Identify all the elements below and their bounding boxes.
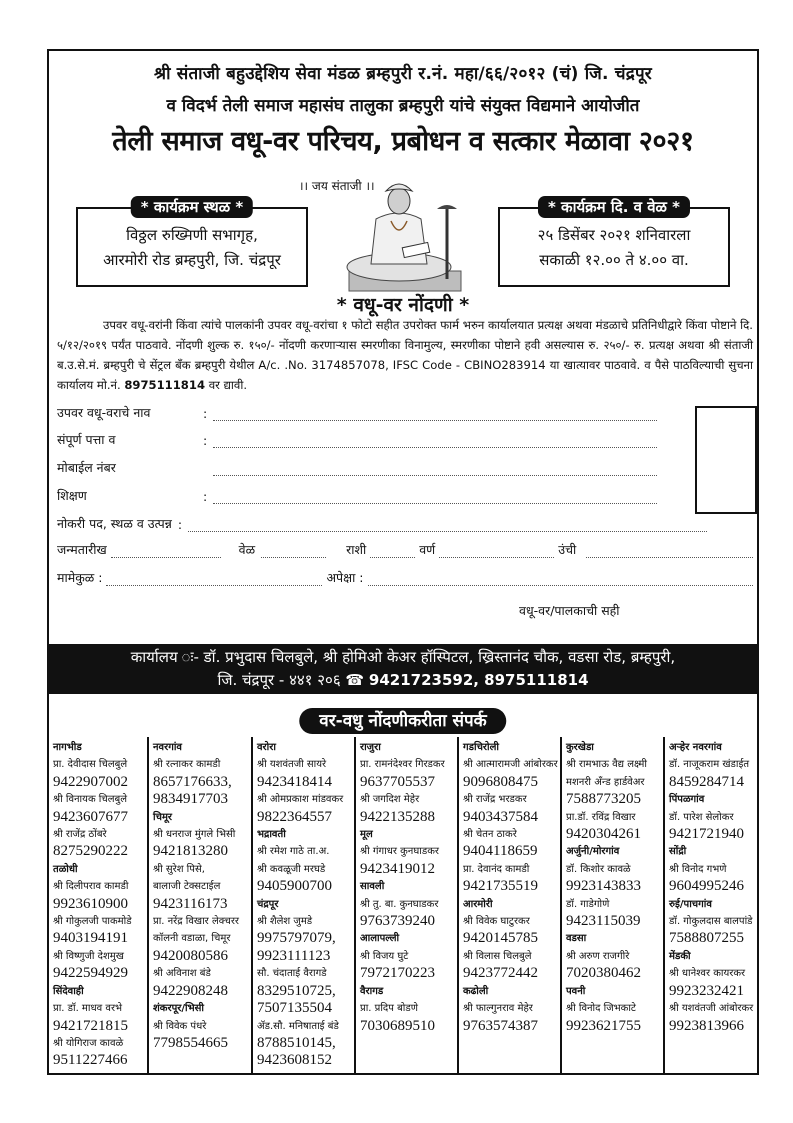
field-apeksha-input[interactable] [368, 575, 753, 586]
contact-name: श्री राजेंद्र ठोंबरे [53, 829, 107, 841]
venue-line-1: विठ्ठल रुख्मिणी सभागृह, [126, 226, 258, 244]
contact-phone: 9923813966 [669, 1017, 744, 1034]
contacts-column [253, 737, 356, 1075]
field-label-mobile: मोबाईल नंबर [57, 460, 116, 475]
field-label-time: वेळ [238, 542, 256, 557]
contact-phone: 9096808475 [463, 773, 538, 790]
contact-place: पवनी [566, 985, 586, 997]
contact-phone: 9421721940 [669, 826, 744, 843]
signature-label: वधू-वर/पालकाची सही [519, 603, 620, 618]
contact-name: श्री गंगाधर कुनघाडकर [360, 846, 439, 858]
contact-name: श्री विवेक घाटुरकर [463, 916, 530, 928]
contact-name: श्री विनोद जिभकाटे [566, 1003, 636, 1015]
contact-place: कढोली [463, 985, 489, 997]
contact-name: डॉ. गोकुलदास बालपांडे [669, 916, 753, 928]
contact-name: श्री आत्मारामजी आंबोरकर [463, 759, 558, 771]
contact-name: बालाजी टेक्सटाईल [153, 881, 221, 893]
contact-name: श्री विष्णुजी देशमुख [53, 950, 124, 962]
contact-name: कॉलनी वडाळा, चिमूर [153, 933, 231, 945]
contact-place: वैरागड [360, 985, 384, 997]
contact-phone: 7972170223 [360, 965, 435, 982]
contact-name: डॉ. किशोर कावळे [566, 863, 631, 875]
form-row-address: संपूर्ण पत्ता व : [57, 431, 657, 448]
field-label-mamekul: मामेकुळ : [57, 570, 103, 585]
contact-phone: 9403437584 [463, 808, 538, 825]
contact-place: वडसा [566, 933, 587, 945]
contact-name: श्री गोकुलजी पाकमोडे [53, 916, 132, 928]
field-mobile-input[interactable] [213, 465, 657, 476]
contact-phone: 9422908248 [153, 982, 228, 999]
contact-phone: 9423419012 [360, 860, 435, 877]
contact-name: प्रा. नरेंद्र विखार लेक्चरर [153, 916, 240, 928]
contact-place: सिंदेवाही [53, 985, 84, 997]
contact-phone: 7798554665 [153, 1034, 228, 1051]
contacts-column [356, 737, 459, 1075]
contact-place: आलापल्ली [360, 933, 400, 945]
contact-phone: 9923111123 [257, 947, 331, 964]
form-row-birth-details [57, 541, 753, 558]
contact-phone: 9423115039 [566, 913, 641, 930]
contact-place: सावली [360, 881, 385, 893]
office-phones: 9421723592, 8975111814 [368, 671, 589, 689]
contact-name: श्री अविनाश बंडे [153, 968, 211, 980]
contact-phone: 9637705537 [360, 773, 435, 790]
contact-name: डॉ. नाजूकराम खंडाईत [669, 759, 750, 771]
contact-name: श्री सुरेश पिसे, [153, 863, 205, 875]
contact-phone: 9404118659 [463, 843, 538, 860]
contact-name: श्री कवळूजी मरघडे [257, 863, 326, 875]
contact-name: मशनरी अँन्ड हार्डवेअर [566, 776, 645, 788]
contact-name: श्री तु. बा. कुनघाडकर [360, 898, 439, 910]
contact-phone: 9420304261 [566, 826, 641, 843]
field-job-input[interactable] [188, 521, 707, 532]
contact-name: श्री धानेश्वर कायरकर [669, 968, 746, 980]
contact-phone: 9975797079, [257, 930, 336, 947]
contact-name: श्री राजेंद्र भरडकर [463, 794, 527, 806]
contact-phone: 9923621755 [566, 1017, 641, 1034]
contact-name: श्री धनराज मुंगले भिसी [153, 829, 236, 841]
contact-phone: 9604995246 [669, 878, 744, 895]
contact-phone: 9422135288 [360, 808, 435, 825]
contact-phone: 8275290222 [53, 843, 128, 860]
contact-name: प्रा. रामनंदेश्वर गिरडकर [360, 759, 445, 771]
contact-name: श्री विनायक चिलबुले [53, 794, 128, 806]
contact-place: अर्जुनी/मोरगांव [566, 846, 620, 858]
contact-name: श्री यशवंतजी सायरे [257, 759, 327, 771]
contact-phone: 7507135504 [257, 1000, 332, 1017]
schedule-line-2: सकाळी १२.०० ते ४.०० वा. [539, 251, 689, 269]
contact-place: भद्रावती [257, 829, 286, 841]
contact-place: मूल [360, 829, 373, 841]
contact-phone: 9421721815 [53, 1017, 128, 1034]
contact-place: मेंडकी [669, 950, 691, 962]
registration-title: * वधू-वर नोंदणी * [336, 294, 470, 316]
contact-name: श्री विवेक पंधरे [153, 1020, 207, 1032]
field-education-input[interactable] [213, 493, 657, 504]
contact-name: श्री ओमप्रकाश मांडवकर [257, 794, 344, 806]
instructions-end: वर द्यावी. [205, 378, 248, 392]
contact-name: श्री शैलेश जुमडे [257, 916, 313, 928]
contact-phone: 9420145785 [463, 930, 538, 947]
contact-name: प्रा. प्रदिप बोडणे [360, 1003, 418, 1015]
field-address-input[interactable] [213, 437, 657, 448]
contact-name: श्री रामभाऊ वैद्य लक्ष्मी [566, 759, 647, 771]
contact-place: तळोधी [53, 863, 78, 875]
contact-place: रुई/पाचगांव [669, 898, 712, 910]
contact-name: श्री रत्नाकर कामडी [153, 759, 221, 771]
contact-place: चंद्रपूर [257, 898, 279, 910]
contact-name: श्री रमेश गाठे ता.अ. [257, 846, 330, 858]
document-frame [47, 49, 759, 1075]
field-label-education: शिक्षण [57, 488, 87, 503]
venue-box [76, 198, 308, 287]
contacts-column [562, 737, 665, 1075]
field-name-input[interactable] [213, 410, 657, 421]
instructions-text: उपवर वधू-वरांनी किंवा त्यांचे पालकांनी उपवर वधू-वरांचा १ फोटो सहीत उपरोक्त फार्म भरुन कार्यालयात प्रत्यक्ष अथवा मंडळाचे प्रतिनिधीद्वारे किंवा पोष्टाने दि. ५/१२/२०१९ पर्यंत पाठवावे. नोंदणी शुल्क रु. १५०/- नोंदणी करणाऱ्यास स्मरणीका विनामुल्य, स्मरणीका पोष्टाने हवी असल्यास रु. २५०/- रु. प्रत्यक्ष अथवा श्री संताजी ब.उ.से.मं. ब्रम्हपुरी चे सेंट्रल बँक ब्रम्हपुरी येथील A/c. .No. 3174857078, IFSC Code - CBINO283914 या खात्यावर पाठवावे. व पैसे पाठविल्याची सुचना कार्यालय मो.नं. [57, 318, 753, 392]
contact-phone: 9511227466 [53, 1052, 128, 1069]
contact-name: ॲड.सौ. मनिषाताई बंडे [257, 1020, 339, 1032]
contact-phone: 8329510725, [257, 982, 336, 999]
contact-phone: 9923143833 [566, 878, 641, 895]
contact-phone: 9763739240 [360, 913, 435, 930]
contacts-heading: वर-वधु नोंदणीकरीता संपर्क [299, 708, 506, 734]
contact-phone: 9423116173 [153, 895, 228, 912]
contact-name: प्रा. देवीदास चिलबुले [53, 759, 128, 771]
field-varna-input[interactable] [439, 547, 554, 558]
contact-place: आरमोरी [463, 898, 493, 910]
contact-phone: 9822364557 [257, 808, 332, 825]
contacts-column [459, 737, 562, 1075]
contact-phone: 9422907002 [53, 773, 128, 790]
field-label-dob: जन्मतारीख [57, 542, 107, 557]
contact-name: श्री अरुण राजगीरे [566, 950, 630, 962]
form-row-education: शिक्षण : [57, 487, 657, 504]
contact-phone: 9423418414 [257, 773, 332, 790]
schedule-line-1: २५ डिसेंबर २०२१ शनिवारला [537, 226, 691, 244]
contact-phone: 7588807255 [669, 930, 744, 947]
field-label-height: उंची [558, 542, 577, 557]
contact-name: श्री जगदिश मेहेर [360, 794, 420, 806]
contact-phone: 9923610900 [53, 895, 128, 912]
contact-place: गडचिरोली [463, 742, 499, 753]
contacts-table [49, 737, 757, 1075]
blessing-text: ।। जय संताजी ।। [299, 179, 375, 193]
contact-phone: 9923232421 [669, 982, 744, 999]
contact-name: श्री विलास चिलबुले [463, 950, 532, 962]
contacts-column [149, 737, 253, 1075]
contact-phone: 9422594929 [53, 965, 128, 982]
contact-place: नागभीड [53, 742, 82, 753]
contact-name: प्रा.डॉ. रविंद्र विखार [566, 811, 636, 823]
contact-phone: 9834917703 [153, 791, 228, 808]
office-address-line-2: जि. चंद्रपूर - ४४१ २०६ ☎ 9421723592, 8975111814 [217, 671, 589, 689]
contact-name: श्री फाल्गुनराव मेहेर [463, 1003, 533, 1015]
contact-name: श्री दिलीपराव कामडी [53, 881, 129, 893]
field-mamekul-input[interactable] [106, 575, 322, 586]
contact-phone: 9423607677 [53, 808, 128, 825]
office-address-banner [49, 644, 757, 694]
schedule-label: * कार्यक्रम दि. व वेळ * [538, 196, 690, 218]
office-phone: 8975111814 [124, 378, 206, 392]
contact-place: सोंद्री [669, 846, 687, 858]
contact-place: पिंपळगांव [669, 794, 705, 806]
contact-place: कुरखेडा [566, 742, 594, 753]
field-label-name: उपवर वधू-वराचे नाव [57, 405, 151, 420]
venue-label: * कार्यक्रम स्थळ * [131, 196, 253, 218]
contact-place: शंकरपूर/भिसी [153, 1003, 204, 1015]
event-title: तेली समाज वधू-वर परिचय, प्रबोधन व सत्कार मेळावा २०२१ [112, 126, 694, 157]
contacts-column [49, 737, 149, 1075]
contact-phone: 8788510145, [257, 1034, 336, 1051]
contact-phone: 7030689510 [360, 1017, 435, 1034]
field-label-job: नोकरी पद, स्थळ व उत्पन्न [57, 516, 172, 531]
field-label-varna: वर्ण [419, 542, 436, 557]
contact-phone: 7020380462 [566, 965, 641, 982]
co-organizer-line: व विदर्भ तेली समाज महासंघ तालुका ब्रम्हपुरी यांचे संयुक्त विद्यमाने आयोजीत [166, 96, 640, 116]
field-label-address: संपूर्ण पत्ता व [57, 432, 116, 447]
office-address-line-1: कार्यालय ः- डॉ. प्रभुदास चिलबुले, श्री होमिओ केअर हॉस्पिटल, ख्रिस्तानंद चौक, वडसा रोड, ब्रम्हपुरी, [130, 648, 676, 666]
photo-placeholder-box [695, 406, 757, 514]
contact-phone: 9423772442 [463, 965, 538, 982]
contact-name: सौ. चंदाताई वैरागडे [257, 968, 327, 980]
contact-phone: 9421735519 [463, 878, 538, 895]
contact-phone: 9423608152 [257, 1052, 332, 1069]
sant-portrait-image [341, 179, 471, 294]
contacts-column [665, 737, 757, 1075]
schedule-box [498, 198, 730, 287]
organizer-line: श्री संताजी बहुउद्देशिय सेवा मंडळ ब्रम्हपुरी र.नं. महा/६६/२०१२ (चं) जि. चंद्रपूर [154, 64, 652, 84]
contact-place: नवरगांव [153, 742, 182, 753]
contact-place: चिमूर [153, 811, 173, 823]
contact-place: राजुरा [360, 742, 381, 753]
field-height-input[interactable] [586, 547, 753, 558]
contact-name: श्री यशवंतजी आंबोरकर [669, 1003, 754, 1015]
field-label-rashi: राशी [346, 542, 367, 557]
contact-phone: 9403194191 [53, 930, 128, 947]
contact-place: वरोरा [257, 742, 276, 753]
contact-phone: 9421813280 [153, 843, 228, 860]
contact-place: अऱ्हेर नवरगांव [669, 742, 722, 753]
contact-name: श्री विजय घुटे [360, 950, 409, 962]
field-label-apeksha: अपेक्षा : [326, 570, 364, 585]
contact-name: डॉ. गाडेगोणे [566, 898, 610, 910]
form-row-mobile [57, 459, 657, 476]
form-row-name: उपवर वधू-वराचे नाव : [57, 404, 657, 421]
contact-name: डॉ. पारेश सेलोकर [669, 811, 734, 823]
contact-name: श्री योगिराज कावळे [53, 1037, 124, 1049]
contact-name: श्री विनोद गभणे [669, 863, 727, 875]
form-row-relations [57, 569, 753, 586]
contact-phone: 9420080586 [153, 947, 228, 964]
contact-phone: 7588773205 [566, 791, 641, 808]
field-time-input[interactable] [261, 547, 326, 558]
phone-icon: ☎ [345, 671, 365, 689]
contact-name: प्रा. डॉ. माधव वरभे [53, 1003, 123, 1015]
contact-phone: 9405900700 [257, 878, 332, 895]
venue-line-2: आरमोरी रोड ब्रम्हपुरी, जि. चंद्रपूर [103, 251, 281, 269]
contact-phone: 8459284714 [669, 773, 744, 790]
field-rashi-input[interactable] [370, 547, 415, 558]
form-row-job: नोकरी पद, स्थळ व उत्पन्न : [57, 515, 707, 532]
registration-instructions [57, 315, 753, 395]
contact-name: प्रा. देवानंद कामडी [463, 863, 530, 875]
contact-name: श्री चेतन ठाकरे [463, 829, 517, 841]
field-dob-input[interactable] [111, 547, 221, 558]
contact-phone: 8657176633, [153, 773, 232, 790]
contact-phone: 9763574387 [463, 1017, 538, 1034]
